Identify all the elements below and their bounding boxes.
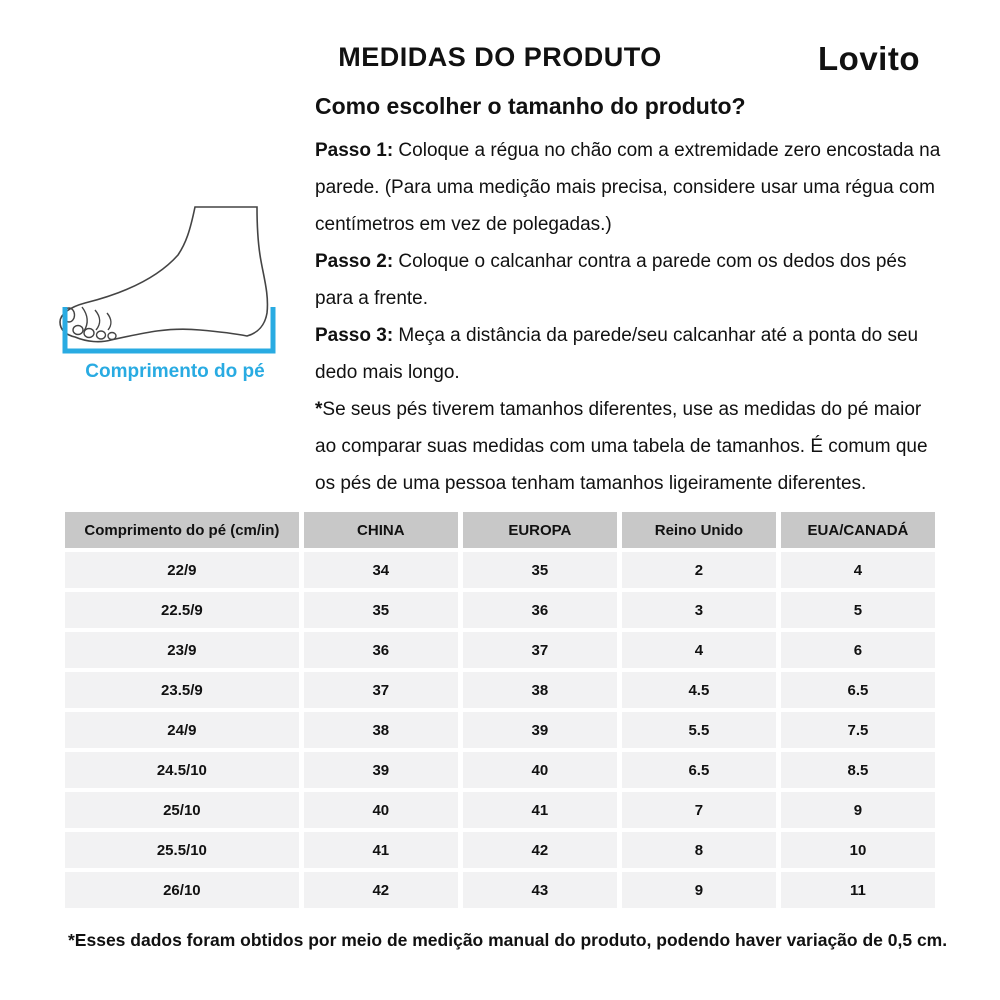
table-cell: 11 <box>781 872 935 908</box>
table-cell: 8.5 <box>781 752 935 788</box>
table-row <box>65 752 935 788</box>
header-china: CHINA <box>304 512 458 548</box>
table-cell: 35 <box>463 552 617 588</box>
table-cell: 8 <box>622 832 776 868</box>
table-cell: 10 <box>781 832 935 868</box>
header-europa: EUROPA <box>463 512 617 548</box>
table-cell: 37 <box>304 672 458 708</box>
table-cell: 4.5 <box>622 672 776 708</box>
foot-outline-icon <box>55 203 295 358</box>
page-title: MEDIDAS DO PRODUTO <box>338 42 662 72</box>
step-2 <box>315 243 943 317</box>
tip-note <box>315 391 943 502</box>
table-cell: 26/10 <box>65 872 299 908</box>
header-reino-unido: Reino Unido <box>622 512 776 548</box>
table-header-row <box>65 512 935 548</box>
table-cell: 36 <box>304 632 458 668</box>
table-cell: 39 <box>463 712 617 748</box>
table-cell: 37 <box>463 632 617 668</box>
table-cell: 6.5 <box>781 672 935 708</box>
table-cell: 22.5/9 <box>65 592 299 628</box>
table-cell: 24/9 <box>65 712 299 748</box>
tip-text: Se seus pés tiverem tamanhos diferentes, use as medidas do pé maior ao comparar suas medidas com uma tabela de tamanhos. É comum que os pés de uma pessoa tenham tamanhos ligeiramente diferentes. <box>315 399 928 494</box>
header-eua-canada: EUA/CANADÁ <box>781 512 935 548</box>
lovito-logo: Lovito <box>818 40 920 77</box>
table-cell: 41 <box>463 792 617 828</box>
step-3 <box>315 317 943 391</box>
step-1-label: Passo 1: <box>315 140 394 161</box>
step-1-text: Coloque a régua no chão com a extremidade zero encostada na parede. (Para uma medição mais precisa, considere usar uma régua com centímetros em vez de polegadas.) <box>315 140 941 235</box>
foot-measurement-diagram <box>55 203 295 383</box>
table-cell: 43 <box>463 872 617 908</box>
table-cell: 4 <box>622 632 776 668</box>
table-cell: 2 <box>622 552 776 588</box>
table-cell: 6.5 <box>622 752 776 788</box>
size-table-body <box>65 552 935 908</box>
table-row <box>65 872 935 908</box>
table-cell: 9 <box>781 792 935 828</box>
table-row <box>65 712 935 748</box>
size-conversion-table <box>60 508 940 912</box>
table-row <box>65 792 935 828</box>
header-foot-length: Comprimento do pé (cm/in) <box>65 512 299 548</box>
table-row <box>65 672 935 708</box>
table-cell: 3 <box>622 592 776 628</box>
step-3-text: Meça a distância da parede/seu calcanhar até a ponta do seu dedo mais longo. <box>315 325 919 383</box>
table-cell: 38 <box>304 712 458 748</box>
table-row <box>65 832 935 868</box>
table-cell: 25.5/10 <box>65 832 299 868</box>
table-cell: 39 <box>304 752 458 788</box>
table-row <box>65 592 935 628</box>
table-cell: 35 <box>304 592 458 628</box>
table-cell: 5.5 <box>622 712 776 748</box>
table-cell: 7 <box>622 792 776 828</box>
table-cell: 23/9 <box>65 632 299 668</box>
measurement-disclaimer: *Esses dados foram obtidos por meio de medição manual do produto, podendo haver variação de 0,5 cm. <box>68 930 948 950</box>
foot-length-label: Comprimento do pé <box>85 361 265 382</box>
table-cell: 9 <box>622 872 776 908</box>
table-cell: 22/9 <box>65 552 299 588</box>
table-row <box>65 552 935 588</box>
step-3-label: Passo 3: <box>315 325 394 346</box>
step-1 <box>315 132 943 243</box>
table-cell: 42 <box>463 832 617 868</box>
table-cell: 34 <box>304 552 458 588</box>
table-cell: 41 <box>304 832 458 868</box>
table-row <box>65 632 935 668</box>
table-cell: 40 <box>304 792 458 828</box>
table-cell: 40 <box>463 752 617 788</box>
instructions-heading: Como escolher o tamanho do produto? <box>315 93 746 119</box>
table-cell: 7.5 <box>781 712 935 748</box>
table-cell: 42 <box>304 872 458 908</box>
instructions-section <box>315 92 943 502</box>
tip-star: * <box>315 399 323 420</box>
table-cell: 25/10 <box>65 792 299 828</box>
table-cell: 23.5/9 <box>65 672 299 708</box>
table-cell: 38 <box>463 672 617 708</box>
table-cell: 6 <box>781 632 935 668</box>
step-2-text: Coloque o calcanhar contra a parede com os dedos dos pés para a frente. <box>315 251 907 309</box>
table-cell: 4 <box>781 552 935 588</box>
table-cell: 24.5/10 <box>65 752 299 788</box>
step-2-label: Passo 2: <box>315 251 394 272</box>
table-cell: 36 <box>463 592 617 628</box>
table-cell: 5 <box>781 592 935 628</box>
